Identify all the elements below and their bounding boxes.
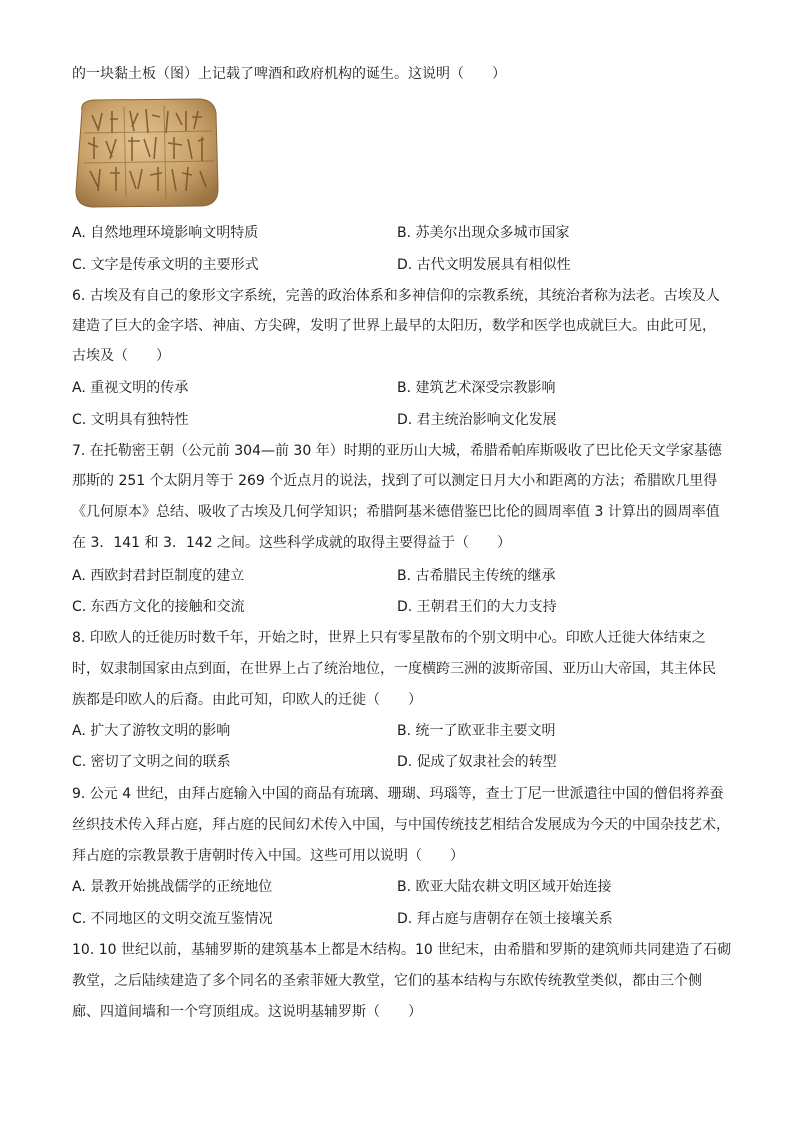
- q8-option-b: B. 统一了欧亚非主要文明: [397, 723, 556, 739]
- q9-option-b: B. 欧亚大陆农耕文明区域开始连接: [397, 879, 612, 895]
- q7-stem-line-3: 《几何原本》总结、吸收了古埃及几何学知识；希腊阿基米德借鉴巴比伦的圆周率值 3 计算出的圆周率值: [72, 504, 720, 520]
- q8-option-d: D. 促成了奴隶社会的转型: [397, 754, 557, 770]
- q6-option-a: A. 重视文明的传承: [72, 380, 189, 396]
- q6-stem-line-3: 古埃及（ ）: [72, 348, 170, 364]
- q6-option-d: D. 君主统治影响文化发展: [397, 412, 557, 428]
- q5-option-a: A. 自然地理环境影响文明特质: [72, 225, 259, 241]
- q10-stem-line-3: 廊、四道间墙和一个穹顶组成。这说明基辅罗斯（ ）: [72, 1004, 422, 1020]
- q9-option-a: A. 景教开始挑战儒学的正统地位: [72, 879, 273, 895]
- q5-option-c: C. 文字是传承文明的主要形式: [72, 257, 259, 273]
- q5-stem: 的一块黏土板（图）上记载了啤酒和政府机构的诞生。这说明（ ）: [72, 66, 506, 82]
- q8-stem-line-2: 时，奴隶制国家由点到面，在世界上占了统治地位，一度横跨三洲的波斯帝国、亚历山大帝国，其主体民: [72, 661, 716, 677]
- q6-stem-line-1: 6. 古埃及有自己的象形文字系统，完善的政治体系和多神信仰的宗教系统，其统治者称为法老。古埃及人: [72, 288, 720, 304]
- q7-stem-line-2: 那斯的 251 个太阴月等于 269 个近点月的说法，找到了可以测定日月大小和距离的方法；希腊欧几里得: [72, 473, 718, 489]
- q7-option-d: D. 王朝君王们的大力支持: [397, 599, 557, 615]
- q10-stem-line-2: 教堂，之后陆续建造了多个同名的圣索菲娅大教堂，它们的基本结构与东欧传统教堂类似，都由三个侧: [72, 973, 702, 989]
- q7-stem-line-1: 7. 在托勒密王朝（公元前 304—前 30 年）时期的亚历山大城，希腊希帕库斯吸收了巴比伦天文学家基德: [72, 443, 722, 459]
- q5-option-d: D. 古代文明发展具有相似性: [397, 257, 571, 273]
- q8-stem-line-1: 8. 印欧人的迁徙历时数千年，开始之时，世界上只有零星散布的个别文明中心。印欧人迁徙大体结束之: [72, 630, 706, 646]
- q9-option-d: D. 拜占庭与唐朝存在领土接壤关系: [397, 911, 613, 927]
- q7-option-b: B. 古希腊民主传统的继承: [397, 568, 556, 584]
- q9-option-c: C. 不同地区的文明交流互鉴情况: [72, 911, 273, 927]
- q8-option-a: A. 扩大了游牧文明的影响: [72, 723, 231, 739]
- q7-option-a: A. 西欧封君封臣制度的建立: [72, 568, 245, 584]
- q8-option-c: C. 密切了文明之间的联系: [72, 754, 231, 770]
- q6-option-c: C. 文明具有独特性: [72, 412, 189, 428]
- clay-tablet-image: [72, 97, 220, 209]
- q9-stem-line-2: 丝织技术传入拜占庭，拜占庭的民间幻术传入中国，与中国传统技艺相结合发展成为今天的中国杂技艺术，: [72, 817, 730, 833]
- q6-stem-line-2: 建造了巨大的金字塔、神庙、方尖碑，发明了世界上最早的太阳历，数学和医学也成就巨大。由此可见，: [72, 318, 716, 334]
- q7-stem-line-4: 在 3．141 和 3．142 之间。这些科学成就的取得主要得益于（ ）: [72, 535, 512, 551]
- q5-option-b: B. 苏美尔出现众多城市国家: [397, 225, 570, 241]
- q8-stem-line-3: 族都是印欧人的后裔。由此可知，印欧人的迁徙（ ）: [72, 692, 422, 708]
- q7-option-c: C. 东西方文化的接触和交流: [72, 599, 245, 615]
- q10-stem-line-1: 10. 10 世纪以前，基辅罗斯的建筑基本上都是木结构。10 世纪末，由希腊和罗斯的建筑师共同建造了石砌: [72, 942, 732, 958]
- q6-option-b: B. 建筑艺术深受宗教影响: [397, 380, 556, 396]
- q9-stem-line-3: 拜占庭的宗教景教于唐朝时传入中国。这些可用以说明（ ）: [72, 848, 464, 864]
- q9-stem-line-1: 9. 公元 4 世纪，由拜占庭输入中国的商品有琉璃、珊瑚、玛瑙等，查士丁尼一世派遣往中国的僧侣将养蚕: [72, 786, 724, 802]
